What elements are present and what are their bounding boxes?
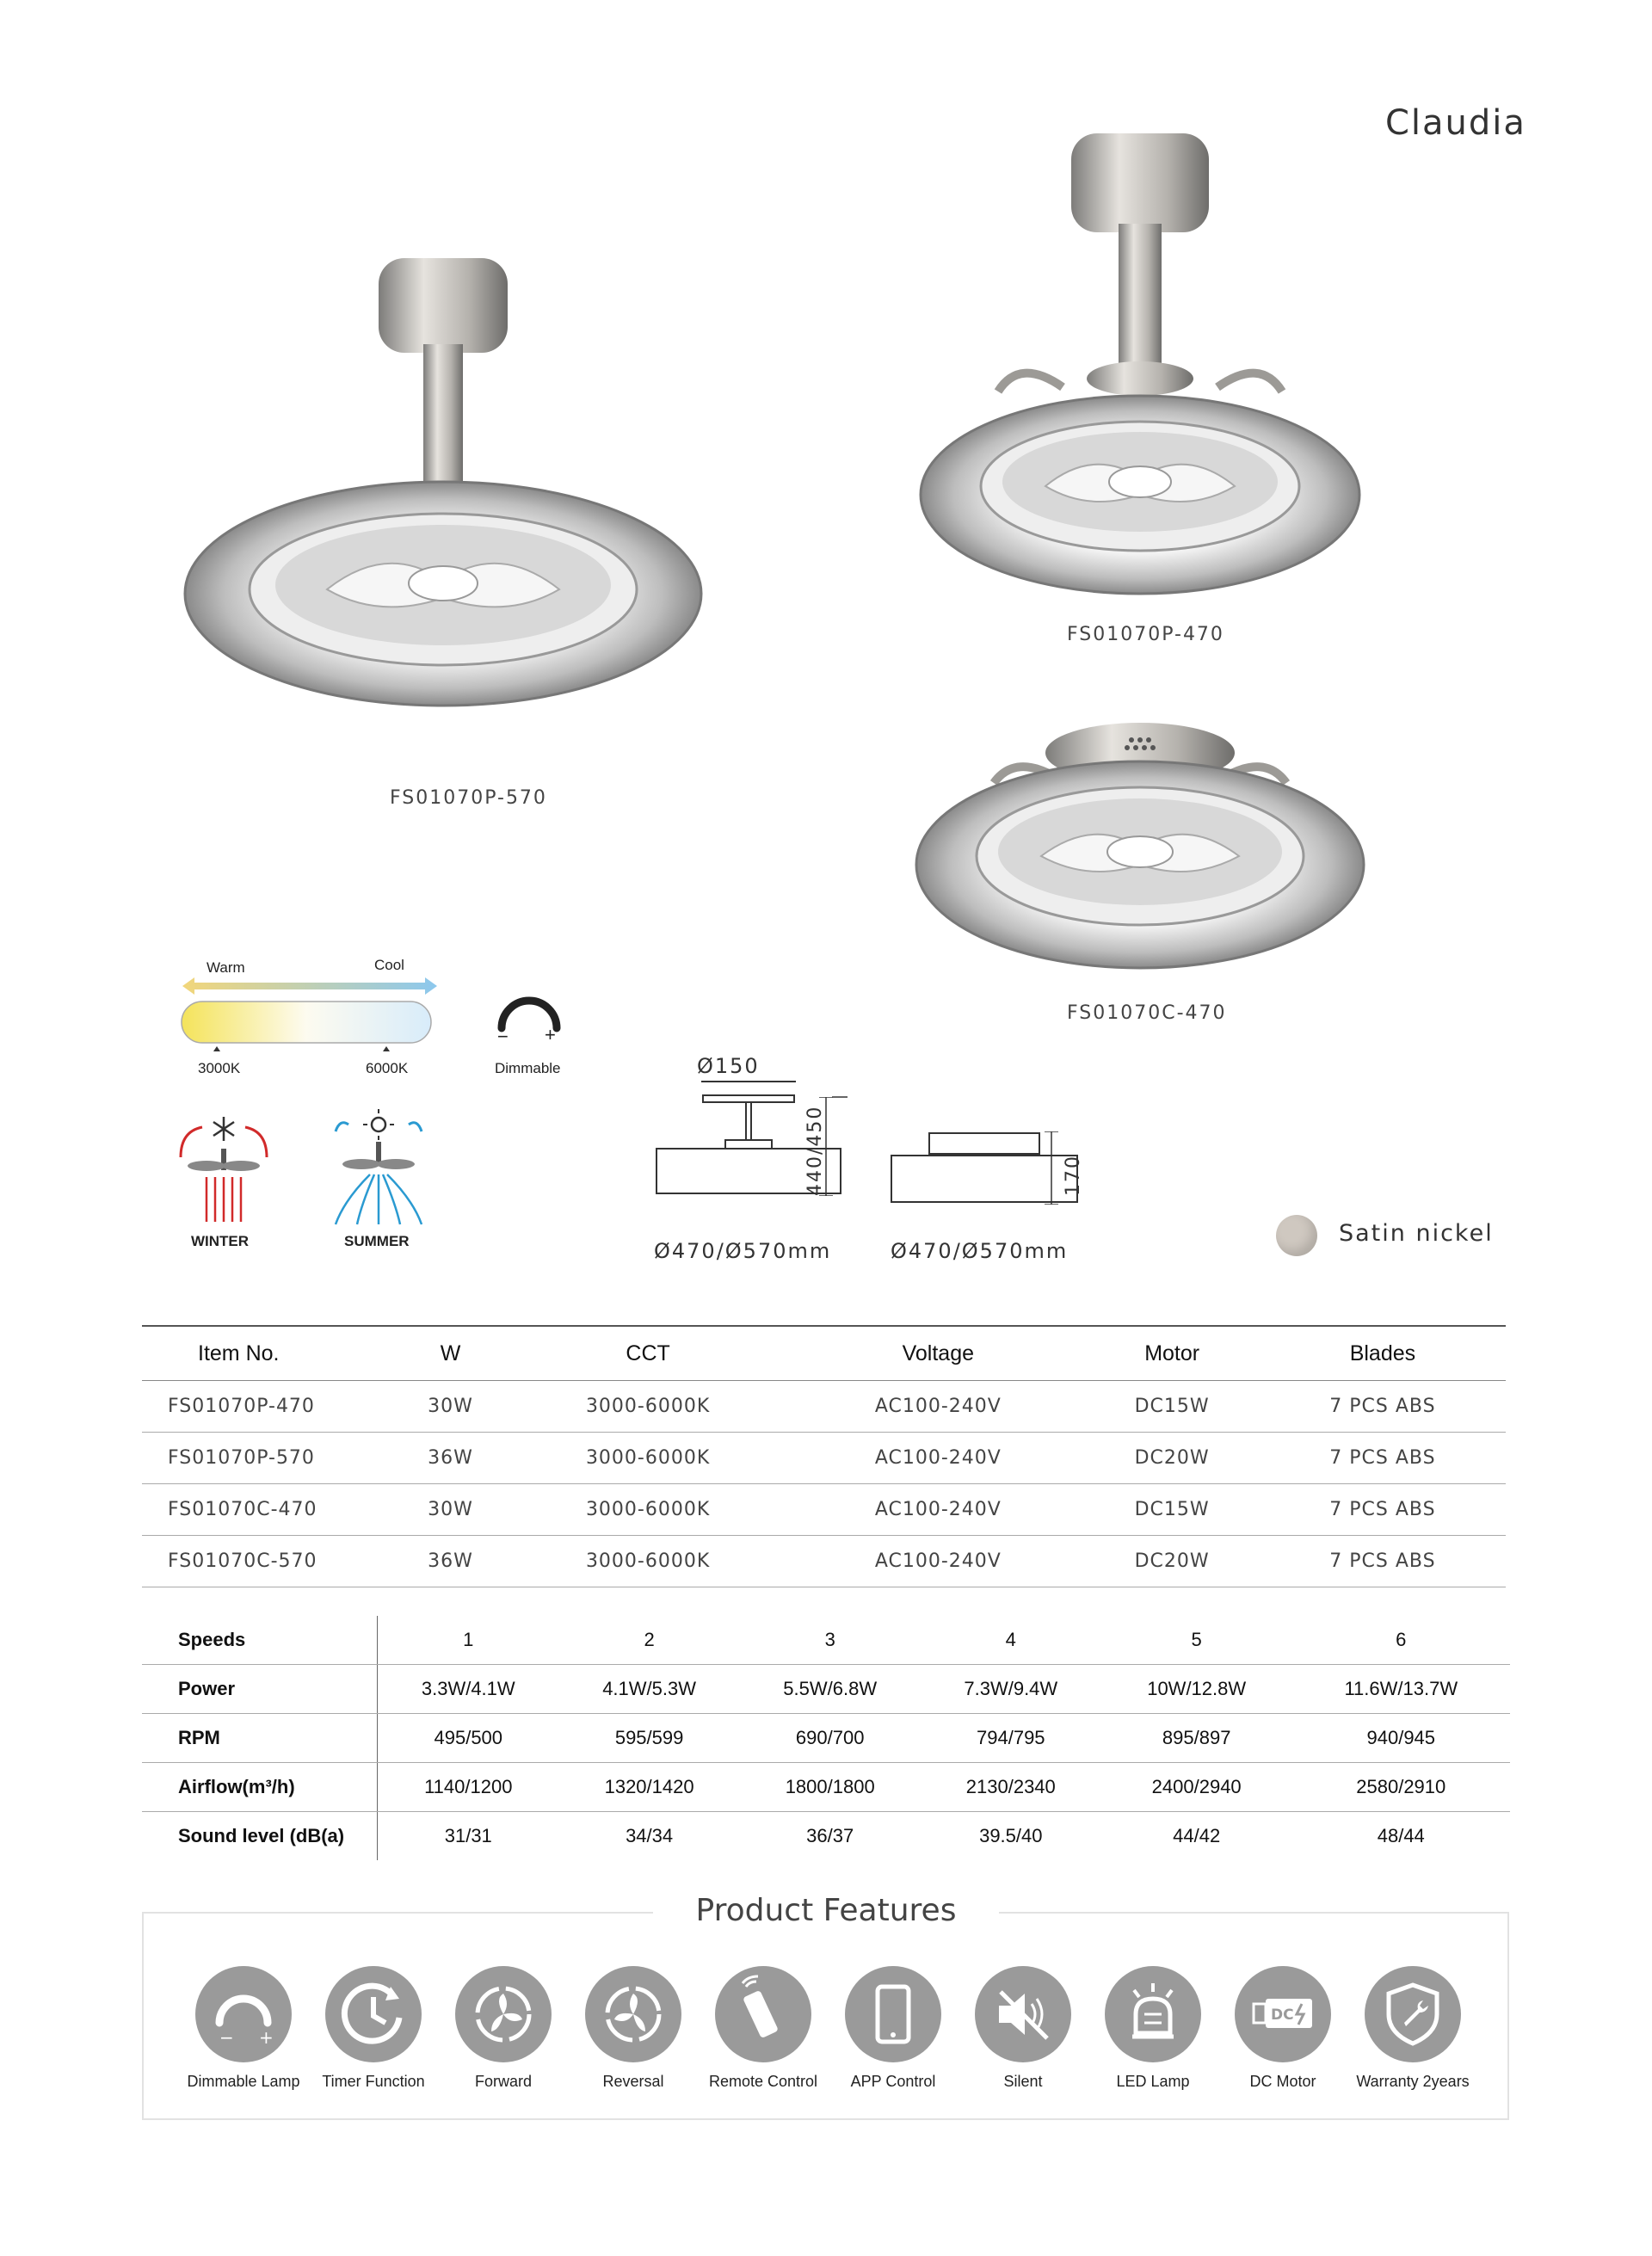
table-row — [142, 1714, 1510, 1763]
table-cell: 3000-6000K — [504, 1484, 792, 1536]
table-cell: DC15W — [1084, 1381, 1259, 1433]
feature-dimmable — [179, 1966, 308, 2091]
svg-text:−: − — [219, 2027, 234, 2048]
speed-col: 4 — [921, 1616, 1101, 1665]
table-row — [142, 1433, 1506, 1484]
table-row — [142, 1381, 1506, 1433]
model-label-p570: FS01070P-570 — [390, 787, 547, 809]
speeds-header: Speeds — [142, 1616, 378, 1665]
table-row — [142, 1812, 1510, 1861]
winter-label: WINTER — [191, 1233, 250, 1249]
col-voltage: Voltage — [792, 1326, 1084, 1381]
table-cell: AC100-240V — [792, 1484, 1084, 1536]
silent-icon — [975, 1966, 1071, 2062]
summer-label: SUMMER — [344, 1233, 410, 1249]
table-cell: AC100-240V — [792, 1381, 1084, 1433]
table-cell: 495/500 — [378, 1714, 559, 1763]
pendant-diameter-dim: Ø470/Ø570mm — [654, 1239, 832, 1263]
dc-motor-icon — [1235, 1966, 1331, 2062]
table-cell: 31/31 — [444, 1825, 492, 1846]
dimmable-label: Dimmable — [495, 1060, 561, 1076]
table-cell: DC20W — [1084, 1536, 1259, 1587]
speed-col: 6 — [1292, 1616, 1510, 1665]
table-cell: 595/599 — [559, 1714, 740, 1763]
dimmable-icon — [195, 1966, 292, 2062]
feature-remote — [699, 1966, 828, 2091]
table-cell: 4.1W/5.3W — [559, 1665, 740, 1714]
feature-timer — [309, 1966, 438, 2091]
table-cell: 1800/1800 — [740, 1763, 921, 1812]
table-cell: 690/700 — [740, 1714, 921, 1763]
table-cell: 30W — [397, 1381, 504, 1433]
model-label-c470: FS01070C-470 — [1067, 1002, 1227, 1024]
table-cell: 36W — [397, 1536, 504, 1587]
table-cell: 3000-6000K — [504, 1381, 792, 1433]
forward-icon — [455, 1966, 552, 2062]
table-cell: FS01070C-570 — [142, 1536, 397, 1587]
table-cell: 3000-6000K — [504, 1433, 792, 1484]
col-cct: CCT — [504, 1326, 792, 1381]
fan-ceiling-470-image — [912, 718, 1368, 977]
dimmable-plus: + — [545, 1024, 556, 1045]
cct-high-label: 6000K — [366, 1060, 409, 1076]
table-row — [142, 1484, 1506, 1536]
reversal-icon — [585, 1966, 681, 2062]
svg-text:+: + — [259, 2027, 274, 2048]
table-cell: FS01070C-470 — [142, 1484, 397, 1536]
feature-app — [829, 1966, 958, 2091]
speed-table — [142, 1616, 1510, 1860]
table-cell: 5.5W/6.8W — [740, 1665, 921, 1714]
speed-col: 1 — [378, 1616, 559, 1665]
speed-col: 2 — [559, 1616, 740, 1665]
row-label-rpm: RPM — [142, 1714, 378, 1763]
pendant-canopy-dim: Ø150 — [697, 1054, 760, 1078]
table-cell: 7 PCS ABS — [1260, 1536, 1506, 1587]
feature-label: Forward — [474, 2073, 532, 2090]
table-cell: 39.5/40 — [979, 1825, 1043, 1846]
remote-icon — [715, 1966, 811, 2062]
ceiling-height-dim-line — [1043, 1131, 1060, 1205]
col-motor: Motor — [1084, 1326, 1259, 1381]
table-cell: 3.3W/4.1W — [378, 1665, 559, 1714]
finish-swatch — [1276, 1215, 1317, 1256]
row-label-airflow: Airflow(m³/h) — [142, 1763, 378, 1812]
svg-text:DC: DC — [1271, 2006, 1294, 2024]
table-cell: 48/44 — [1377, 1825, 1425, 1846]
table-cell: 44/42 — [1173, 1825, 1221, 1846]
dimmable-minus: − — [497, 1026, 509, 1047]
ceiling-height-dim: 170 — [1063, 1155, 1084, 1196]
table-cell: 30W — [397, 1484, 504, 1536]
feature-label: Warranty 2years — [1356, 2073, 1470, 2090]
table-cell: 2130/2340 — [921, 1763, 1101, 1812]
table-cell: 7 PCS ABS — [1260, 1433, 1506, 1484]
table-cell: 7.3W/9.4W — [921, 1665, 1101, 1714]
feature-warranty — [1348, 1966, 1477, 2091]
table-cell: 940/945 — [1292, 1714, 1510, 1763]
features-title — [0, 1893, 1652, 1928]
table-cell: 2400/2940 — [1101, 1763, 1292, 1812]
led-icon — [1105, 1966, 1201, 2062]
table-cell: 2580/2910 — [1292, 1763, 1510, 1812]
feature-label: Remote Control — [708, 2073, 818, 2090]
table-cell: 1320/1420 — [559, 1763, 740, 1812]
table-row — [142, 1763, 1510, 1812]
model-label-p470: FS01070P-470 — [1067, 624, 1224, 645]
table-row — [142, 1536, 1506, 1587]
col-item-no: Item No. — [142, 1326, 397, 1381]
feature-label: Reversal — [602, 2073, 664, 2090]
table-cell: 11.6W/13.7W — [1292, 1665, 1510, 1714]
feature-label: APP Control — [850, 2073, 936, 2090]
col-blades: Blades — [1260, 1326, 1506, 1381]
warranty-icon — [1365, 1966, 1461, 2062]
cct-low-label: 3000K — [198, 1060, 241, 1076]
ceiling-diameter-dim: Ø470/Ø570mm — [891, 1239, 1069, 1263]
feature-forward — [439, 1966, 568, 2091]
winter-mode-icon — [172, 1110, 275, 1226]
summer-mode-icon — [327, 1106, 430, 1226]
table-cell: AC100-240V — [792, 1433, 1084, 1484]
feature-label: Dimmable Lamp — [187, 2073, 300, 2090]
features-title-text: Product Features — [653, 1893, 1000, 1928]
cct-gradient-bar — [181, 1001, 432, 1044]
table-cell: DC20W — [1084, 1433, 1259, 1484]
phone-icon — [845, 1966, 941, 2062]
cct-arrow-icon — [181, 976, 439, 996]
timer-icon — [325, 1966, 422, 2062]
speed-table-header — [142, 1616, 1510, 1665]
table-cell: 1140/1200 — [378, 1763, 559, 1812]
row-label-power: Power — [142, 1665, 378, 1714]
feature-silent — [959, 1966, 1088, 2091]
table-cell: 3000-6000K — [504, 1536, 792, 1587]
feature-label: LED Lamp — [1116, 2073, 1190, 2090]
table-cell: FS01070P-570 — [142, 1433, 397, 1484]
table-cell: 7 PCS ABS — [1260, 1484, 1506, 1536]
cct-cool-label: Cool — [374, 957, 404, 973]
feature-label: Silent — [1003, 2073, 1043, 2090]
finish-label: Satin nickel — [1339, 1220, 1494, 1247]
feature-led — [1088, 1966, 1217, 2091]
table-cell: 34/34 — [626, 1825, 674, 1846]
speed-col: 3 — [740, 1616, 921, 1665]
table-cell: 895/897 — [1101, 1714, 1292, 1763]
table-cell: 7 PCS ABS — [1260, 1381, 1506, 1433]
spec-table-header — [142, 1326, 1506, 1381]
table-cell: 36/37 — [806, 1825, 854, 1846]
cct-high-marker — [383, 1046, 390, 1051]
fan-pendant-470-image — [916, 133, 1364, 598]
col-w: W — [397, 1326, 504, 1381]
row-label-sound: Sound level (dB(a) — [142, 1812, 378, 1861]
page-title: Claudia — [1385, 103, 1526, 143]
fan-pendant-570-image — [181, 258, 706, 723]
speed-col: 5 — [1101, 1616, 1292, 1665]
feature-dc-motor — [1218, 1966, 1347, 2091]
table-cell: FS01070P-470 — [142, 1381, 397, 1433]
table-cell: 10W/12.8W — [1101, 1665, 1292, 1714]
table-row — [142, 1665, 1510, 1714]
cct-low-marker — [213, 1046, 220, 1051]
spec-table — [142, 1325, 1506, 1587]
feature-label: Timer Function — [322, 2073, 425, 2090]
feature-label: DC Motor — [1249, 2073, 1316, 2090]
table-cell: AC100-240V — [792, 1536, 1084, 1587]
table-cell: 36W — [397, 1433, 504, 1484]
table-cell: 794/795 — [921, 1714, 1101, 1763]
cct-warm-label: Warm — [206, 959, 245, 976]
feature-reversal — [569, 1966, 698, 2091]
table-cell: DC15W — [1084, 1484, 1259, 1536]
